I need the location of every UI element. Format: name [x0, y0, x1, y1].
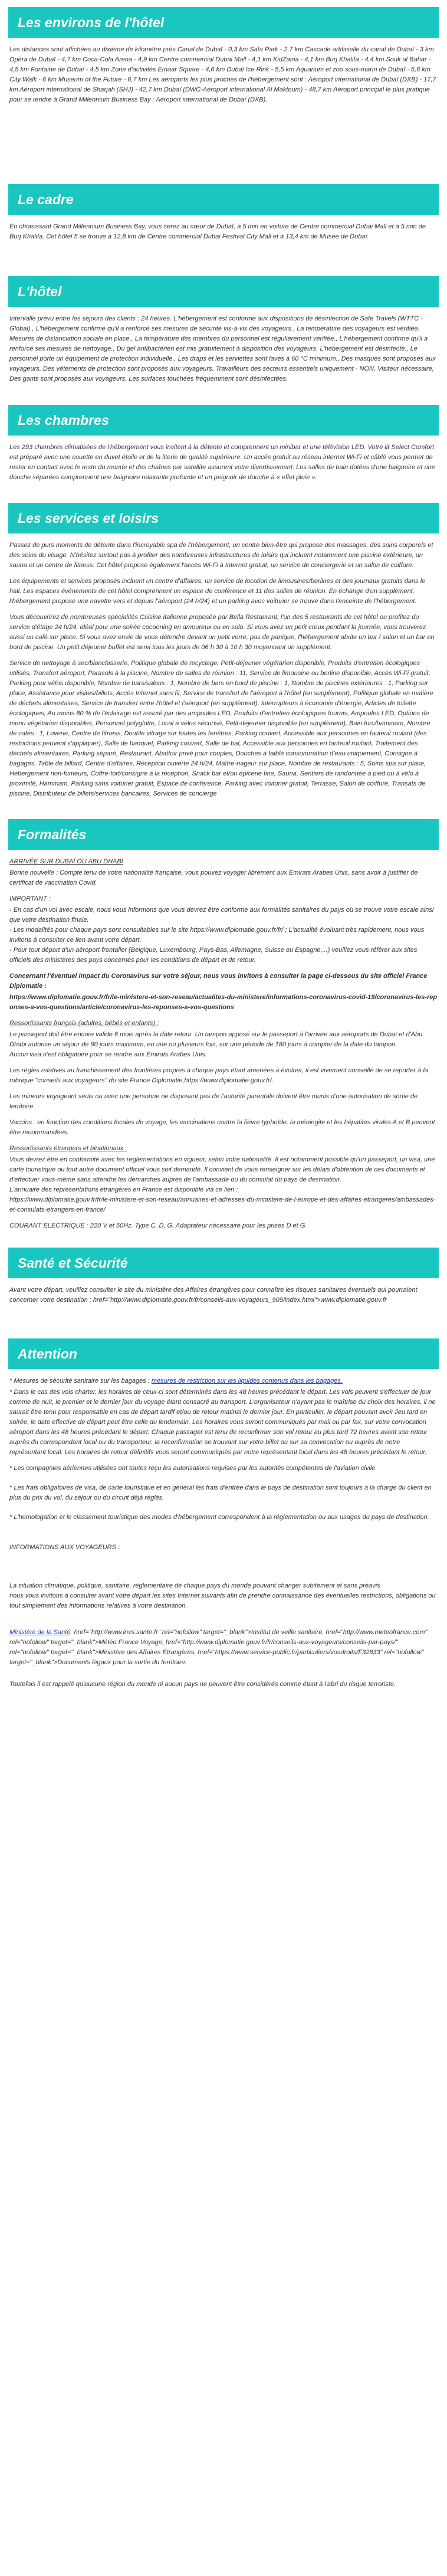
mineurs-text: Les mineurs voyageant seuls ou avec une personne ne disposant pas de l'autorité parentale doivent être munis d'une autorisation de sortie de territoire.	[9, 1093, 418, 1110]
terrorisme-text: Toutefois il est rappelé qu'aucune région du monde ni aucun pays ne peuvent être considérés comme étant à l'abri du risque terroriste.	[9, 1681, 396, 1688]
attention-compagnies-text: * Les compagnies aériennes utilisées ont toutes reçu les autorisations requises par les autorités compétentes de l'aviation civile.	[9, 1465, 377, 1472]
services-paragraph: Vous découvrirez de nombreuses spécialités Cuisine italienne proposée par Bella Restaurant, l'un des 5 restaurants de cet hôtel ou profitez du service d'étage 24 h/24, idéal pour une soirée cocooning en amoureux ou en solo. Si vous avez un petit creux pendant la journée, vous trouverez aussi un café sur place. Si vous avez envie de vous détendre devant un petit verre, pas de panique, l'hébergement abrite un bar / salon et un bar en bord de piscine. Un petit déjeuner buffet est servi tous les jours de 06 h 30 à 10 h 30 moyennant un supplément.	[9, 614, 435, 651]
hotel-text: Intervalle prévu entre les séjours des clients : 24 heures. L'hébergement est conforme aux dispositions de désinfection de Safe Travels (WTTC - Global)., L'hébergement confirme qu'il a renforcé ses mesures de sécurité vis-à-vis des voyageurs., La température des voyageurs est vérifiée. Mesures de distanciation sociale en place., La température des membres du personnel est régulièrement vérifiée., L'hébergement confirme qu'il a renforcé ses mesures de nettoyage., Du gel antibactérien est mis gratuitement à disposition des voyageurs, L'hébergement est désinfecté., Le personnel porte un équipement de protection individuelle., Les draps et les serviettes sont lavés à 60 °C minimum., Des masques sont proposés aux voyageurs, Des vêtements de protection sont proposés aux voyageurs. Travailleurs des secteurs essentiels uniquement - NON, Visiteur nécessaire, Des gants sont proposés aux voyageurs, Les surfaces touchées fréquemment sont désinfectées.	[9, 315, 436, 382]
section-title: Le cadre	[8, 184, 439, 215]
chambres-text: Les 293 chambres climatisées de l'hébergement vous invitent à la détente et comprennent un minibar et une télévision LED. Votre lit Select Comfort est préparé avec une couette en duvet étoile et de la literie de qualité supérieure. Un accès gratuit au réseau internet Wi-Fi et câblé vous permet de rester en contact avec le reste du monde et des chaînes par satellite assurent votre divertissement. Les salles de bain dotées d'une baignoire et une douche séparées comprennent une baignoire relaxante profonde et un peignoir de douche à « effet pluie ».	[9, 444, 435, 481]
environs-text: Les distances sont affichées au dixième de kilomètre près Canal de Dubaï - 0,3 km Safa Park - 2,7 km Cascade artificielle du canal de Dubaï - 3 km Opéra de Dubaï - 4,7 km Coca-Cola Arena - 4,9 km Centre commercial Dubai Mall - 4,1 km KidZania - 4,1 km Burj Khalifa - 4,4 km Souk al Bahar - 4,5 km Fontaine de Dubaï - 4,5 km Zone d'activités Emaar Square - 4,6 km Dubaï Ice Rink - 5,5 km Aquarium et zoo sous-marin de Dubaï - 5,6 km City Walk - 6 km Museum of the Future - 6,7 km Les aéroports les plus proches de l'hébergement sont : Aéroport international de Dubaï (DXB) - 17,7 km Aéroport international de Sharjah (SHJ) - 42,7 km Dubaï (DWC-Aéroport international Al Maktoum) - 48,7 km Aéroport principal le plus pratique pour se rendre à Grand Millennium Business Bay : Aéroport international de Dubaï (DXB).	[9, 46, 436, 103]
section-cadre	[0, 184, 447, 261]
hotel-info-page	[0, 7, 447, 1701]
section-services	[0, 503, 447, 811]
section-title: Les environs de l'hôtel	[8, 7, 439, 38]
section-title: Attention	[8, 1338, 439, 1369]
section-environs	[0, 7, 447, 114]
section-chambres	[0, 405, 447, 495]
arrivee-text: Bonne nouvelle : Compte tenu de votre nationalité française, vous pouvez voyager librement aux Emirats Arabes Unis, sans avoir à justifier de certificat de vaccination Covid.	[9, 869, 418, 886]
informations-voyageurs-heading: INFORMATIONS AUX VOYAGEURS :	[9, 1544, 120, 1551]
important-heading: IMPORTANT :	[9, 895, 51, 902]
situation-text: La situation climatique, politique, sanitaire, réglementaire de chaque pays du monde pouvant changer subitement et sans préavis nous vous invitons à consulter avant votre départ les sites Internet suivants afin de prendre connaissance des éventuelles restrictions, obligations ou tout simplement des informations relatives à votre destination.	[9, 1582, 436, 1609]
liquides-restriction-link[interactable]: mesures de restriction sur les liquides contenus dans les bagages.	[151, 1377, 343, 1384]
concernant-link[interactable]: https://www.diplomatie.gouv.fr/fr/le-ministere-et-son-reseau/actualites-du-ministere/informations-coronavirus-covid-19/coronavirus-les-reponses-a-vos-questions/article/coronavirus-les-reponses-a-vos-questions	[9, 994, 438, 1011]
section-formalites	[0, 819, 447, 1243]
attention-bagages-text: * Mesures de sécurité sanitaire sur les bagages :	[9, 1377, 150, 1384]
etrangers-text: Vous devrez être en conformité avec les réglementations en vigueur, selon votre nationalité. Il est notamment possible qu'un passeport, un visa, une carte touristique ou tout autre document officiel vous soit demandé. Il convient de vous renseigner sur les délais d'obtention de ces documents et d'effectuer vous-même sans attendre les démarches auprès de l'ambassade ou du consulat du pays de destination. L'annuaire des représentations étrangères en France est disponible via ce lien : https://www.diplomatie.gouv.fr/fr/le-ministere-et-son-reseau/annuaires-et-adresses-du-ministere-de-l-europe-et-des-affaires-etrangeres/ambassades-et-consulats-etrangers-en-france/	[9, 1156, 436, 1213]
ministere-sante-link[interactable]: Ministère de la Santé	[9, 1629, 71, 1636]
section-title: Santé et Sécurité	[8, 1248, 439, 1278]
attention-charter-text: * Dans le cas des vols charter, les horaires de ceux-ci sont déterminés dans les 48 heures précédant le départ. Les vols peuvent s'effectuer de jour comme de nuit, le premier et le dernier jour du voyage étant consacré au transport. L'organisateur n'ayant pas le maîtrise du choix des horaires, il ne saurait être tenu pour responsable en cas de départ tardif et/ou de retour matinal le dernier jour. En particulier, le départ pouvant avoir lieu tard en soirée, le date effective de départ peut être celle du lendemain. Les horaires vous seront communiqués par mail ou par fax, sur votre convocation aéroport dans les 48 heures précédant le départ. Chaque passager est tenu de reconfirmer son vol retour au plus tard 72 heures avant son retour auprès du correspondant local ou du transporteur, la reconfirmation se trouvant sur votre billet ou sur sa convocation ou auprès de notre représentant local. Les horaires de retour définitifs vous seront communiqués par notre représentant local dans les 48 heures précédant le retour.	[9, 1389, 436, 1456]
section-title: L'hôtel	[8, 276, 439, 307]
courant-text: COURANT ELECTRIQUE : 220 V et 50Hz. Type C, D, G. Adaptateur nécessaire pour les prises D et G.	[9, 1222, 307, 1229]
attention-homologation-text: * L'homologation et le classement touristique des modes d'hébergement correspondent à la réglementation ou aux usages du pays de destination.	[9, 1514, 429, 1521]
services-paragraph: Service de nettoyage à sec/blanchisserie, Politique globale de recyclage, Petit-déjeuner végétarien disponible, Produits d'entretien écologiques utilisés, Transfert aéroport, Parasols à la piscine, Nombre de salles de réunion : 11, Service de limousine ou berline disponible, Accès Wi-Fi gratuit, Parking pour vélos disponible, Nombre de bars/salons : 1, Nombre de bars en bord de piscine : 1, Nombre de piscines extérieures : 1, Parking sur place, Assistance pour visites/billets, Accès Internet sans fil, Service de transfert de l'aéroport à l'hôtel (en supplément), Politique globale en matière de déchets alimentaires, Service de transfert entre l'hôtel et l'aéroport (en supplément), Interrupteurs à économie d'énergie, Articles de toilette écologiques, Au moins 80 % de l'éclairage est assuré par des ampoules LED, Produits d'entretien écologiques fournis, Ampoules LED, Options de menu végétarien disponibles, Personnel polyglotte, Local à vélos sécurisé, Petit-déjeuner disponible (en supplément), Bain turc/hammam, Nombre de cafés : 1, Loverie, Centre de fitness, Double vitrage sur toutes les fenêtres, Parking couvert, Accessible aux personnes en fauteuil roulant (des restrictions peuvent s'appliquer), Salle de banquet, Parking couvert, Salle de bal, Accessible aux personnes en fauteuil roulant, Traitement des déchets alimentaires, Parking séparé, Restaurant, Abattoir privé pour couples, Douches à faible consommation d'eau uniquement, Consigne à bagages, Table de billard, Centre d'affaires, Réception ouverte 24 h/24, Maître-nageur sur place, Nombre de restaurants : 5, Soins spa sur place, Hébergement non-fumeurs, Coffre-fort/consigne à la réception, Snack bar et/ou épicerie fine, Sauna, Sentiers de randonnée à pied ou à vélo à proximité, Hammam, Parking sans voiturier gratuit, Espace de conférence, Parking avec voiturier gratuit, Terrasse, Salon de coiffure, Transats de piscine, Distributeur de billets/services bancaires, Services de concierge	[9, 660, 433, 797]
etrangers-heading: Ressortissants étrangers et binationaux :	[9, 1145, 127, 1152]
concernant-heading: Concernant l'éventuel impact du Coronavirus sur votre séjour, nous vous invitons à consulter la page ci-dessous du site officiel France Diplomatie :	[9, 973, 428, 990]
section-attention	[0, 1338, 447, 1701]
regles-text: Les règles relatives au franchissement des frontières propres à chaque pays étant amenées à évoluer, il est vivement conseillé de se reporter à la rubrique "conseils aux voyageurs" du site France Diplomatie,https://www.diplomatie.gouv.fr/.	[9, 1067, 428, 1084]
sante-text: Avant votre départ, veuillez consulter le site du ministère des Affaires étrangères pour connaître les risques sanitaires éventuels qui pourraient concerner votre destination : href="http://www.diplomatie.gouv.fr/fr/conseils-aux-voyageurs_909/index.html">www.diplomatie.gouv.fr	[9, 1287, 418, 1304]
cadre-text: En choisissant Grand Millennium Business Bay, vous serez au cœur de Dubaï, à 5 min en voiture de Centre commercial Dubai Mall et à 5 min de Burj Khalifa. Cet hôtel 5 se trouve à 12,8 km de Centre commercial Dubai Festival City Mall et à 13,4 km de Musée de Dubaï.	[9, 223, 426, 240]
section-title: Les services et loisirs	[8, 503, 439, 533]
section-title: Les chambres	[8, 405, 439, 436]
attention-frais-text: * Les frais obligatoires de visa, de carte touristique et en général les frais d'entrée dans le pays de destination sont toujours à la charge du client en plus du prix du vol, du séjour ou du circuit déjà réglés.	[9, 1484, 432, 1501]
sites-links-text: . href="http://www.invs.sante.fr" rel="nofollow" target="_blank">Institut de veille sanitaire, href="http://www.meteofrance.com" rel="nofollow" target="_blank">Météo France Voyage, href="http://www.diplomatie.gouv.fr/fr/conseils-aux-voyageurs/conseils-par-pays/" rel="nofollow" target="_blank">Ministère des Affaires Etrangères, href="https://www.service-public.fr/particuliers/vosdroits/F32833" rel="nofollow" target="_blank">Documents légaux pour la sortie du territoire.	[9, 1629, 428, 1666]
services-paragraph: Les équipements et services proposés incluent un centre d'affaires, un service de location de limousines/berlines et des journaux gratuits dans le hall. Les espaces événements de cet hôtel comprennent un espace de conférence et 11 des salles de réunion. En échange d'un supplément, l'hébergement propose une navette vers et depuis l'aéroport (24 h/24) et un parking avec voiturier se trouve dans l'enceinte de l'hébergement.	[9, 578, 426, 605]
section-title: Formalités	[8, 819, 439, 850]
section-sante	[0, 1248, 447, 1327]
important-text: - En cas d'un vol avec escale, nous vous informons que vous devrez être conforme aux formalités sanitaires du pays où se trouve votre escale ainsi que votre destination finale. - Les modalités pour chaque pays sont consultables sur le site https://www.diplomatie.gouv.fr/fr/ ; L'actualité évoluant très rapidement, nous vous invitons à consulter ce lien avant votre départ. - Pour tout départ d'un aéroport frontalier (Belgique, Luxembourg, Pays-Bas, Allemagne, Suisse ou Espagne,...) veuillez vous référer aux sites officiels des ministères des pays concernés pour les conditions de départ et de retour.	[9, 906, 434, 964]
services-paragraph: Passez de purs moments de détente dans l'incroyable spa de l'hébergement, un centre bien-être qui propose des massages, des soins corporels et des soins du visage. N'hésitez surtout pas à profiter des nombreuses infrastructures de loisirs qui incluent notamment une piscine extérieure, un sauna et un centre de fitness. Cet hôtel propose également l'accès Wi-Fi à Internet gratuit, un service de conciergerie et un salon de coiffure.	[9, 542, 433, 569]
ressortissants-heading: Ressortissants français (adultes, bébés et enfants) :	[9, 1020, 159, 1027]
section-hotel	[0, 276, 447, 397]
ressortissants-text: Le passeport doit être encore valide 6 mois après la date retour. Un tampon apposé sur le passeport à l'arrivée aux aéroports de Dubaï et d'Abu Dhabi autorise un séjour de 90 jours maximum, en une ou plusieurs fois, sur une période de 180 jours à compter de la date du tampon. Aucun visa n'est obligatoire pour se rendre aux Emirats Arabes Unis.	[9, 1031, 423, 1058]
arrivee-heading: ARRIVÉE SUR DUBAÏ OU ABU DHABI	[9, 858, 123, 865]
vaccins-text: Vaccins : en fonction des conditions locales de voyage, les vaccinations contre la fièvre typhoïde, la méningite et les hépatites virales A et B peuvent être recommandées.	[9, 1119, 435, 1136]
